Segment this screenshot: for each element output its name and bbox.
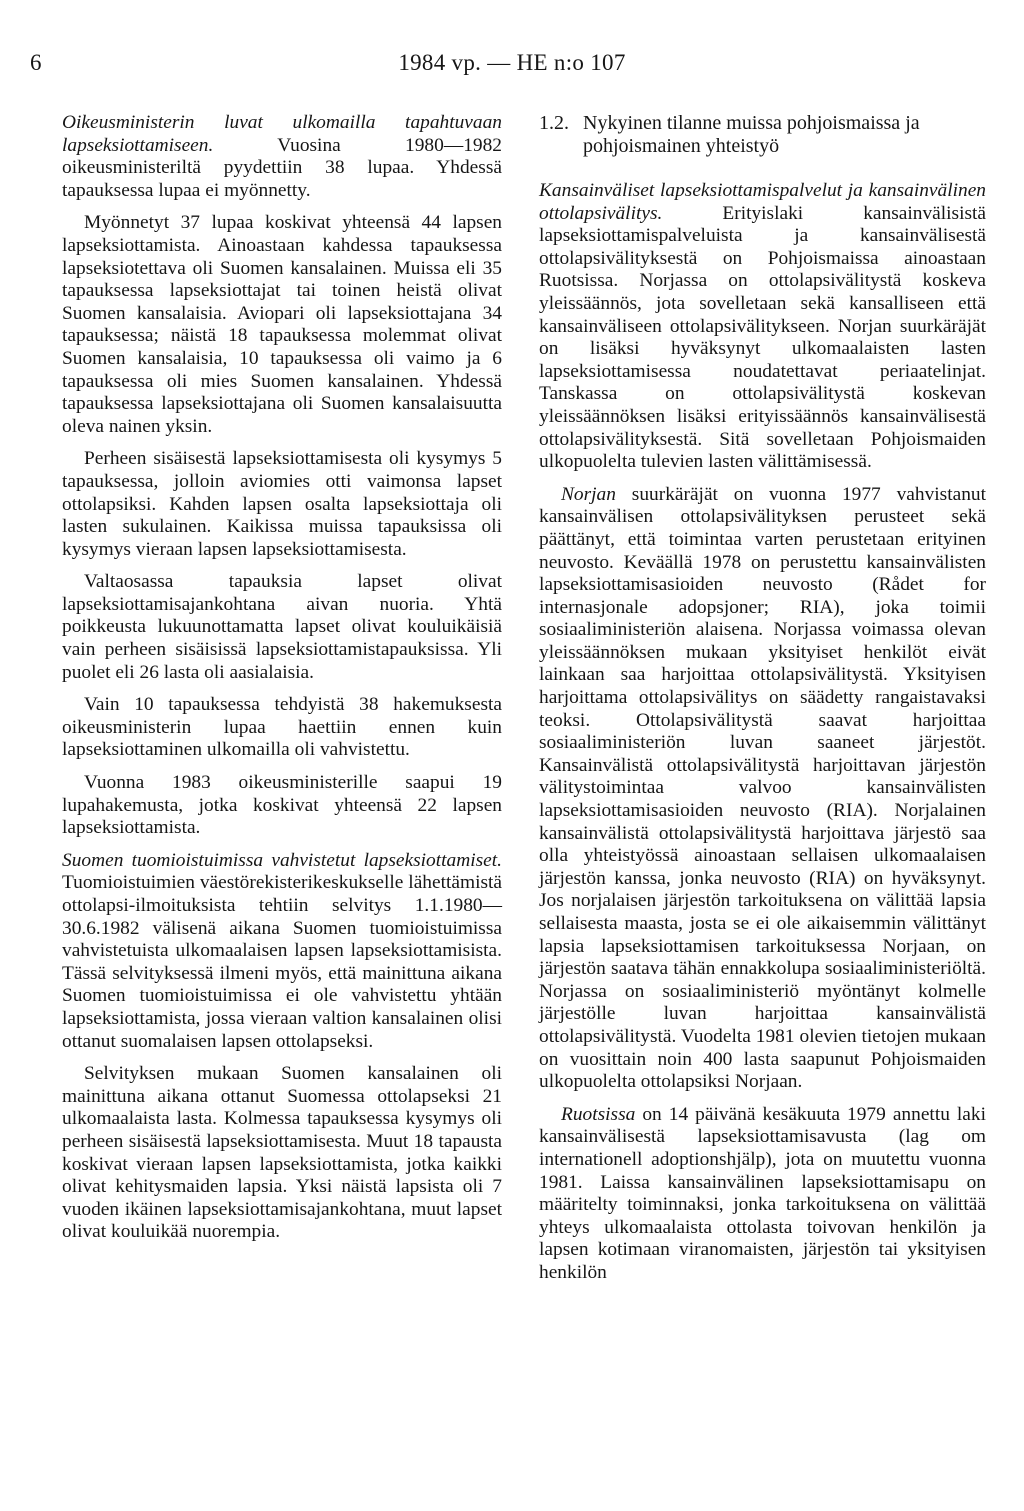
- paragraph: [62, 212, 502, 438]
- left-column: [62, 112, 502, 1254]
- paragraph: [62, 448, 502, 561]
- right-column: [539, 112, 986, 1295]
- paragraph-lead: Ruotsissa: [561, 1103, 636, 1125]
- page-number: 6: [30, 50, 42, 75]
- paragraph-text: Perheen sisäisestä lapseksiottamisesta oli kysymys 5 tapauksessa, jolloin aviomies otti vaimonsa lapset ottolapsiksi. Kahden lapsen osalta lapseksiottaja oli lasten sukulainen. Kaikissa muissa tapauksissa oli kysymys vieraan lapsen lapseksiottamisesta.: [62, 448, 502, 560]
- paragraph-text: Myönnetyt 37 lupaa koskivat yhteensä 44 lapsen lapseksiottamista. Ainoastaan kahdessa tapauksessa lapseksiotettava oli Suomen kansalainen. Muissa eli 35 tapauksessa lapseksiottajat tai toinen heistä olivat Suomen kansalaisia. Aviopari oli lapseksiottajana 34 tapauksessa; näistä 18 tapauksessa molemmat olivat Suomen kansalaisia, 10 tapauksessa oli vaimo ja 6 tapauksessa oli mies Suomen kansalainen. Yhdessä tapauksessa lapseksiottajana oli Suomen kansalaisuutta oleva nainen yksin.: [62, 212, 502, 437]
- paragraph: [62, 694, 502, 762]
- paragraph-text: Vuosina 1980—1982 oikeusministeriltä pyydettiin 38 lupaa. Yhdessä tapauksessa lupaa ei myönnetty.: [62, 134, 502, 201]
- running-head: 1984 vp. — HE n:o 107: [398, 50, 626, 75]
- paragraph: [62, 112, 502, 202]
- paragraph-lead: Suomen tuomioistuimissa vahvistetut lapseksiottamiset.: [62, 849, 502, 871]
- paragraph: [539, 1104, 986, 1285]
- paragraph-lead: Kansainväliset lapseksiottamispalvelut ja kansainvälinen ottolapsivälitys.: [539, 180, 986, 224]
- section-heading: [539, 112, 986, 158]
- paragraph-text: on 14 päivänä kesäkuuta 1979 annettu laki kansainvälisestä lapseksiottamisavusta (lag om internationell adoptionshjälp), jota on muutettu vuonna 1981. Laissa kansainvälinen lapseksiottamisapu on määritelty toiminnaksi, jonka tarkoituksena on välittää yhteys ulkomaalaista ottolasta toivovan henkilön ja lapsen kotimaan viranomaisten, järjestön tai yksityisen henkilön: [539, 1103, 986, 1283]
- paragraph: [62, 1063, 502, 1244]
- paragraph-lead: Oikeusministerin luvat ulkomailla tapahtuvaan lapseksiottamiseen.: [62, 112, 502, 156]
- paragraph-text: Erityislaki kansainvälisistä lapseksiottamispalveluista ja kansainvälisestä ottolapsivälityksestä on Pohjoismaissa ainoastaan Ruotsissa. Norjassa on ottolapsivälitystä koskeva yleissäännös, jota sovelletaan sekä kansalliseen että kansainväliseen ottolapsivälitykseen. Norjan suurkäräjät on lisäksi hyväksynyt ulkomaalaisten lasten lapseksiottamisessa noudatettavat periaatelinjat. Tanskassa on ottolapsivälitystä koskevan yleissäännöksen lisäksi erityissäännös kansainvälisestä ottolapsivälityksestä. Sitä sovelletaan Pohjoismaiden ulkopuolelta tulevien lasten välittämisessä.: [539, 202, 986, 473]
- section-number: 1.2.: [539, 112, 569, 134]
- paragraph: [62, 850, 502, 1053]
- paragraph-text: Valtaosassa tapauksia lapset olivat lapseksiottamisajankohtana aivan nuoria. Yhtä poikkeusta lukuunottamatta lapset olivat kouluikäisiä vain perheen sisäisissä lapseksiottamistapauksissa. Yli puolet eli 26 lasta oli aasialaisia.: [62, 571, 502, 683]
- paragraph: [62, 571, 502, 684]
- paragraph-lead: Norjan: [561, 483, 616, 505]
- section-title: Nykyinen tilanne muissa pohjoismaissa ja pohjoismainen yhteistyö: [583, 112, 920, 157]
- paragraph-text: Selvityksen mukaan Suomen kansalainen oli mainittuna aikana ottanut Suomessa ottolapseksi 21 ulkomaalaista lasta. Kolmessa tapauksessa kysymys oli perheen sisäisestä lapseksiottamisesta. Muut 18 tapausta koskivat vieraan lapsen lapseksiottamista, jotka kaikki olivat kehitysmaiden lapsia. Yksi näistä lapsista oli 7 vuoden ikäinen lapseksiottamisajankohtana, muut lapset olivat kouluikää nuorempia.: [62, 1063, 502, 1243]
- paragraph: [539, 484, 986, 1094]
- paragraph-text: Vuonna 1983 oikeusministerille saapui 19 lupahakemusta, jotka koskivat yhteensä 22 lapsen lapseksiottamista.: [62, 772, 502, 839]
- paragraph-text: Vain 10 tapauksessa tehdyistä 38 hakemuksesta oikeusministerin lupaa haettiin ennen kuin lapseksiottaminen ulkomailla oli vahvistettu.: [62, 694, 502, 761]
- paragraph: [62, 772, 502, 840]
- paragraph-text: suurkäräjät on vuonna 1977 vahvistanut kansainvälisen ottolapsivälityksen perusteet sekä päättänyt, että toimintaa varten perustetaan erityinen neuvosto. Keväällä 1978 on perustettu kansainvälisten lapseksiottamisasioiden neuvosto (Rådet for internasjonale adopsjoner; RIA), joka toimii sosiaaliministeriön alaisena. Norjassa voimassa olevan yleissäännöksen mukaan yksityiset henkilöt eivät lainkaan saa harjoittaa ottolapsivälitystä. Yksityisen harjoittama ottolapsivälitys on säädetty rangaistavaksi teoksi. Ottolapsivälitystä saavat harjoittaa sosiaaliministeriön luvan saaneet järjestöt. Kansainvälistä ottolapsivälitystä harjoittavan järjestön välitystoimintaa valvoo kansainvälisten lapseksiottamisasioiden neuvosto (RIA). Norjalainen kansainvälistä ottolapsivälitystä harjoittava järjestö saa olla yhteistyössä ainoastaan sellaisen ulkomaalaisen järjestön kanssa, jonka neuvosto (RIA) on hyväksynyt. Jos norjalaisen järjestön tarkoituksena on välittää lapsia sellaisesta maasta, josta se ei ole aikaisemmin välittänyt lapsia lapseksiottamisen tarkoituksessa Norjaan, on järjestön saatava tähän ennakkolupa sosiaaliministeriöltä. Norjassa on sosiaaliministeriö myöntänyt kolmelle järjestölle luvan harjoittaa kansainvälistä ottolapsivälitystä. Vuodelta 1981 olevien tietojen mukaan on vuosittain noin 400 lasta saapunut Pohjoismaiden ulkopuolelta ottolapsiksi Norjaan.: [539, 483, 986, 1093]
- paragraph-text: Tuomioistuimien väestörekisterikeskukselle lähettämistä ottolapsi-ilmoituksista tehtiin selvitys 1.1.1980—30.6.1982 välisenä aikana Suomen tuomioistuimissa vahvistetuista ulkomaalaisen lapsen lapseksiottamisista. Tässä selvityksessä ilmeni myös, että mainittuna aikana Suomen tuomioistuimissa ei ole vahvistettu yhtään lapseksiottamista, jossa vieraan valtion kansalainen olisi ottanut suomalaisen lapsen ottolapseksi.: [62, 872, 502, 1052]
- paragraph: [539, 180, 986, 474]
